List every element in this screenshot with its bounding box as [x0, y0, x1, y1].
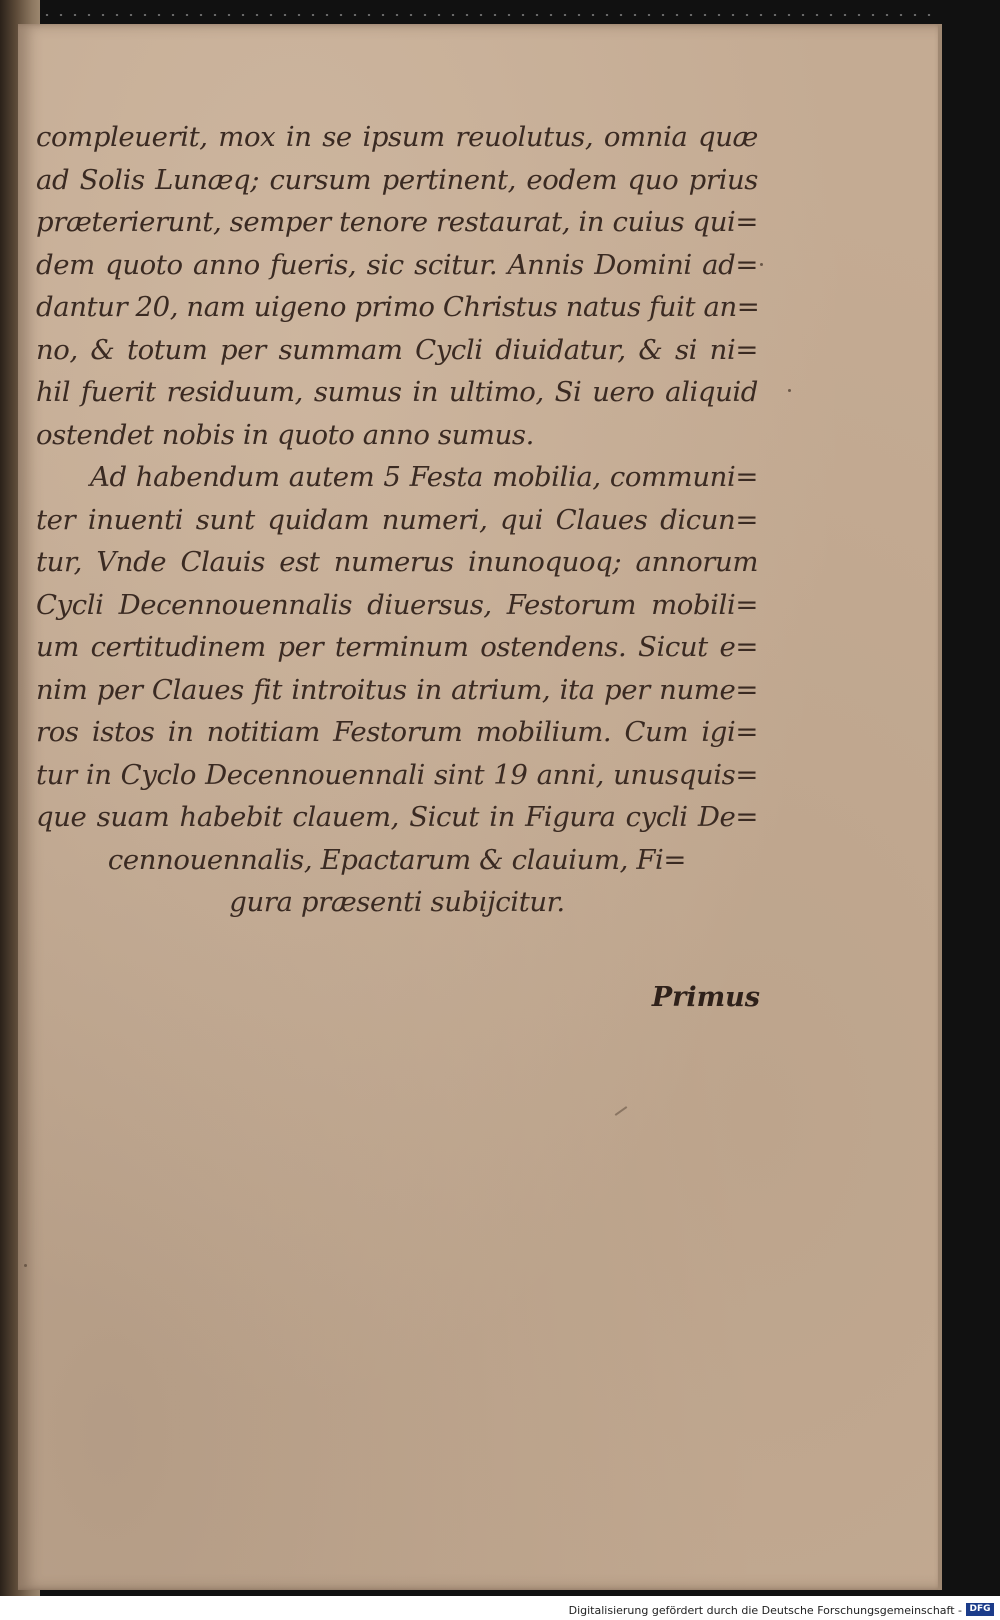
paper-mark	[615, 1106, 628, 1116]
paragraph-start-line: Ad habendum autem 5 Festa mobilia, communi=	[90, 461, 758, 493]
text-line: tur in Cyclo Decennouennali sint 19 anni, unusquis=	[36, 758, 758, 791]
text-line-centered: cennouennalis, Epactarum & clauium, Fi=	[107, 843, 687, 876]
text-line: dantur 20, nam uigeno primo Christus natus fuit an=	[36, 291, 760, 323]
text-line: ros istos in notitiam Festorum mobilium. Cum igi=	[36, 716, 758, 748]
dfg-logo: DFG	[966, 1603, 994, 1616]
footer-credit: Digitalisierung gefördert durch die Deutsche Forschungsgemeinschaft -	[568, 1604, 962, 1617]
paper-speck	[760, 263, 763, 266]
text-line: hil fuerit residuum, sumus in ultimo, Si uero aliquid	[36, 376, 758, 408]
body-text	[36, 116, 758, 924]
text-line: compleuerit, mox in se ipsum reuolutus, omnia quæ	[36, 121, 758, 153]
text-line: ter inuenti sunt quidam numeri, qui Claues dicun=	[36, 503, 758, 536]
text-line: que suam habebit clauem, Sicut in Figura cycli De=	[36, 801, 758, 833]
book-page	[18, 24, 942, 1590]
paper-speck	[24, 1264, 27, 1267]
text-line: præterierunt, semper tenore restaurat, in cuius qui=	[36, 206, 759, 238]
text-line: dem quoto anno fueris, sic scitur. Annis Domini ad=	[36, 248, 758, 281]
text-line: ostendet nobis in quoto anno sumus.	[36, 418, 534, 451]
text-line: Cycli Decennouennalis diuersus, Festorum mobili=	[36, 588, 758, 621]
text-line-centered: gura præsenti subijcitur.	[229, 886, 565, 918]
page-right-edge	[938, 24, 942, 1590]
paper-speck	[788, 389, 791, 392]
text-line: tur, Vnde Clauis est numerus inunoquoq; annorum	[36, 546, 758, 578]
text-line: no, & totum per summam Cycli diuidatur, & si ni=	[36, 333, 758, 366]
text-line: nim per Claues fit introitus in atrium, ita per nume=	[36, 673, 758, 706]
text-line: ad Solis Lunæq; cursum pertinent, eodem quo prius	[36, 163, 758, 196]
text-line: um certitudinem per terminum ostendens. Sicut e=	[36, 631, 758, 663]
catchword: Primus	[651, 982, 760, 1013]
top-dotted-rule	[40, 14, 940, 16]
